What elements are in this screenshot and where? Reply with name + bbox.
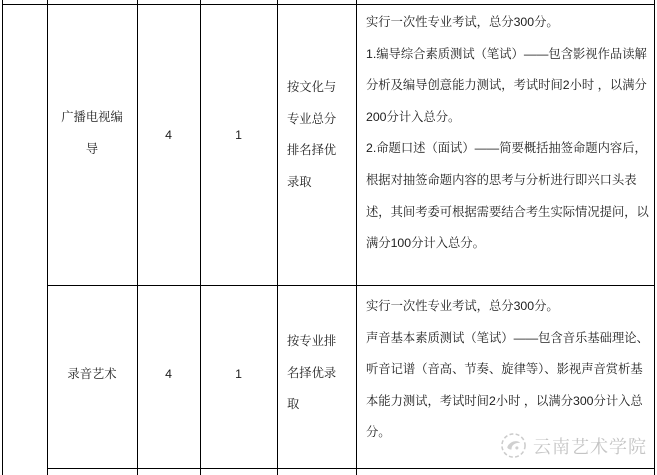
admission-line: 专业总分 bbox=[287, 111, 337, 126]
table-border-hline bbox=[47, 468, 655, 469]
desc-line: 听音记谱（音高、节奏、旋律等）、影视声音赏析基 bbox=[366, 362, 643, 377]
cell-count-row1 bbox=[201, 5, 276, 285]
table-border-vline bbox=[2, 0, 3, 475]
cell-exam-description-row1 bbox=[357, 5, 653, 285]
school-logo-icon bbox=[500, 432, 527, 459]
desc-line: 实行一次性专业考试，总分300分。 bbox=[366, 299, 559, 313]
count-value: 1 bbox=[235, 366, 242, 381]
plan-value: 4 bbox=[165, 128, 172, 142]
cell-admission-row2 bbox=[278, 286, 355, 468]
cell-major-row1 bbox=[48, 5, 136, 285]
admission-line: 按文化与 bbox=[287, 80, 337, 94]
desc-line: 述，其间考委可根据需要结合考生实际情况提问，以 bbox=[366, 204, 649, 219]
admission-line: 排名择优 bbox=[287, 143, 337, 157]
admission-line: 名择优录 bbox=[287, 365, 337, 380]
plan-value: 4 bbox=[165, 366, 172, 381]
desc-line: 根据对抽签命题内容的思考与分析进行即兴口头表 bbox=[366, 172, 637, 187]
desc-line: 分。 bbox=[366, 425, 391, 440]
desc-line: 200分计入总分。 bbox=[366, 109, 461, 124]
watermark-text: 云南艺术学院 bbox=[533, 436, 647, 457]
table-border-vline bbox=[654, 0, 655, 475]
admission-line: 取 bbox=[287, 397, 300, 412]
cell-admission-row1 bbox=[278, 5, 355, 285]
cell-plan-row2 bbox=[138, 286, 199, 468]
major-line: 导 bbox=[85, 142, 99, 156]
major-line: 录音艺术 bbox=[67, 366, 117, 381]
desc-line: 声音基本素质测试（笔试）——包含音乐基础理论、 bbox=[366, 330, 649, 345]
desc-line: 实行一次性专业考试，总分300分。 bbox=[366, 15, 559, 29]
desc-line: 1.编导综合素质测试（笔试）——包含影视作品读解 bbox=[366, 46, 647, 61]
admission-line: 录取 bbox=[287, 174, 312, 189]
cell-major-row2 bbox=[48, 286, 136, 468]
count-value: 1 bbox=[235, 128, 242, 142]
desc-line: 2.命题口述（面试）——简要概括抽签命题内容后， bbox=[366, 141, 647, 156]
desc-line: 分析及编导创意能力测试，考试时间2小时 ，以满分 bbox=[366, 78, 647, 93]
cell-plan-row1 bbox=[138, 5, 199, 285]
major-line: 广播电视编 bbox=[61, 110, 123, 124]
cell-count-row2 bbox=[201, 286, 276, 468]
desc-line: 本能力测试，考试时间2小时 ，以满分300分计入总 bbox=[366, 393, 643, 408]
watermark bbox=[500, 432, 647, 459]
desc-line: 满分100分计入总分。 bbox=[366, 236, 485, 251]
admission-line: 按专业排 bbox=[287, 334, 337, 349]
